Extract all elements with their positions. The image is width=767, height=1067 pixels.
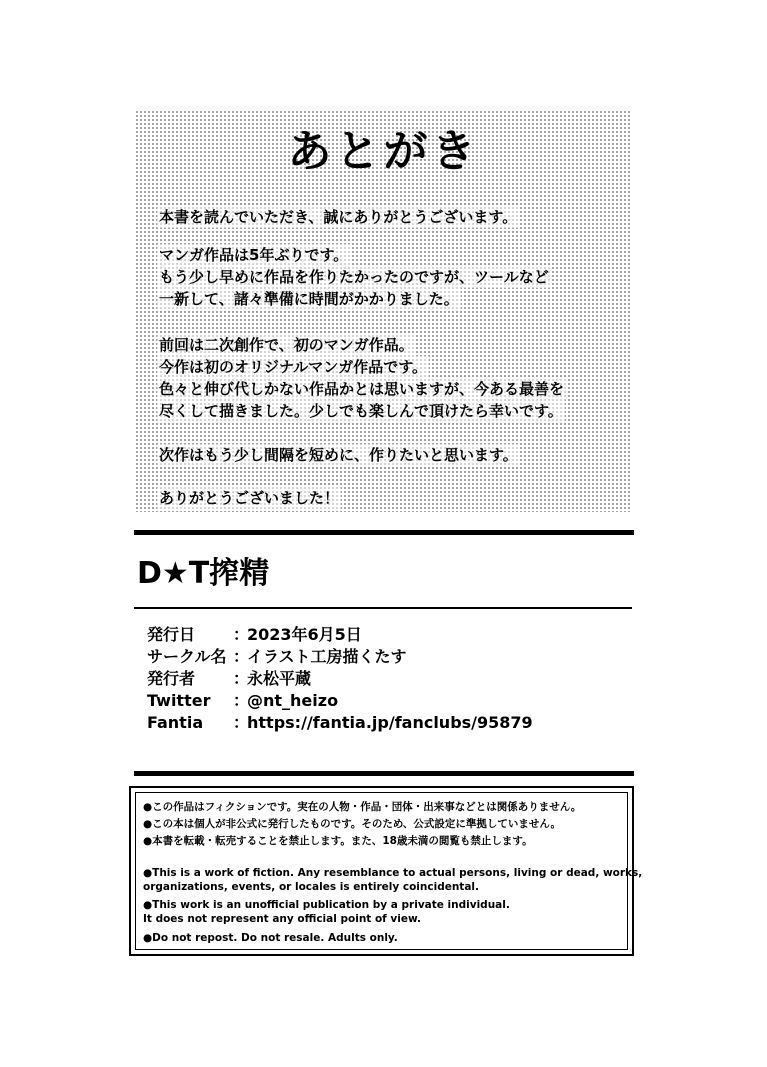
afterword-line: 一新して、諸々準備に時間がかかりました。	[159, 290, 459, 308]
notice-box	[129, 786, 643, 956]
colophon-row-date	[147, 624, 362, 646]
colophon-label: 発行日	[147, 625, 196, 644]
afterword-line: 前回は二次創作で、初のマンガ作品。	[159, 336, 414, 354]
divider-thick	[134, 530, 634, 535]
colophon-label: Fantia	[147, 713, 204, 732]
notice-line: ●この作品はフィクションです。実在の人物・作品・団体・出来事などとは関係ありません。	[143, 801, 582, 813]
colophon-row-fantia	[147, 712, 533, 734]
afterword-line: 次作はもう少し間隔を短めに、作りたいと思います。	[159, 446, 518, 464]
colophon-separator: ：	[233, 691, 250, 710]
notice-line: organizations, events, or locales is entirely coincidental.	[143, 881, 479, 893]
notice-line: ●This is a work of fiction. Any resemblance to actual persons, living or dead, works,	[143, 867, 643, 879]
notice-line: ●本書を転載・転売することを禁止します。また、18歳未満の閲覧も禁止します。	[143, 835, 533, 847]
colophon-value: https://fantia.jp/fanclubs/95879	[247, 713, 533, 732]
colophon-value: 2023年6月5日	[247, 625, 362, 644]
colophon-value: 永松平蔵	[247, 669, 312, 688]
notice-line: ●This work is an unofficial publication by a private individual.	[143, 899, 510, 911]
colophon-row-twitter	[147, 690, 338, 712]
afterword-panel	[135, 110, 632, 512]
notice-line: ●この本は個人が非公式に発行したものです。そのため、公式設定に準拠していません。	[143, 818, 562, 830]
colophon-row-publisher	[147, 668, 311, 690]
colophon-separator: ：	[233, 669, 250, 688]
afterword-line: マンガ作品は5年ぶりです。	[159, 246, 349, 264]
colophon-value: @nt_heizo	[247, 691, 339, 710]
colophon-row-circle	[147, 646, 407, 668]
colophon-separator: ：	[233, 647, 250, 666]
afterword-title: あとがき	[287, 126, 480, 177]
afterword-line: 本書を読んでいただき、誠にありがとうございます。	[159, 208, 518, 226]
afterword-line: ありがとうございました！	[159, 489, 340, 507]
notice-line: It does not represent any official point of view.	[143, 913, 421, 925]
notice-line: ●Do not repost. Do not resale. Adults only.	[143, 932, 398, 944]
colophon-separator: ：	[233, 625, 250, 644]
colophon-label: 発行者	[147, 669, 196, 688]
divider-thick	[134, 771, 634, 776]
colophon-label: サークル名	[147, 647, 227, 666]
book-title: D★T搾精	[137, 556, 270, 591]
afterword-line: 色々と伸び代しかない作品かとは思いますが、今ある最善を	[159, 380, 565, 398]
colophon-separator: ：	[233, 713, 250, 732]
colophon-label: Twitter	[147, 691, 211, 710]
afterword-line: 尽くして描きました。少しでも楽しんで頂けたら幸いです。	[159, 402, 563, 420]
afterword-line: 今作は初のオリジナルマンガ作品です。	[159, 358, 428, 376]
divider-thin	[134, 607, 632, 609]
colophon-value: イラスト工房描くたす	[247, 647, 407, 666]
afterword-line: もう少し早めに作品を作りたかったのですが、ツールなど	[159, 268, 549, 286]
